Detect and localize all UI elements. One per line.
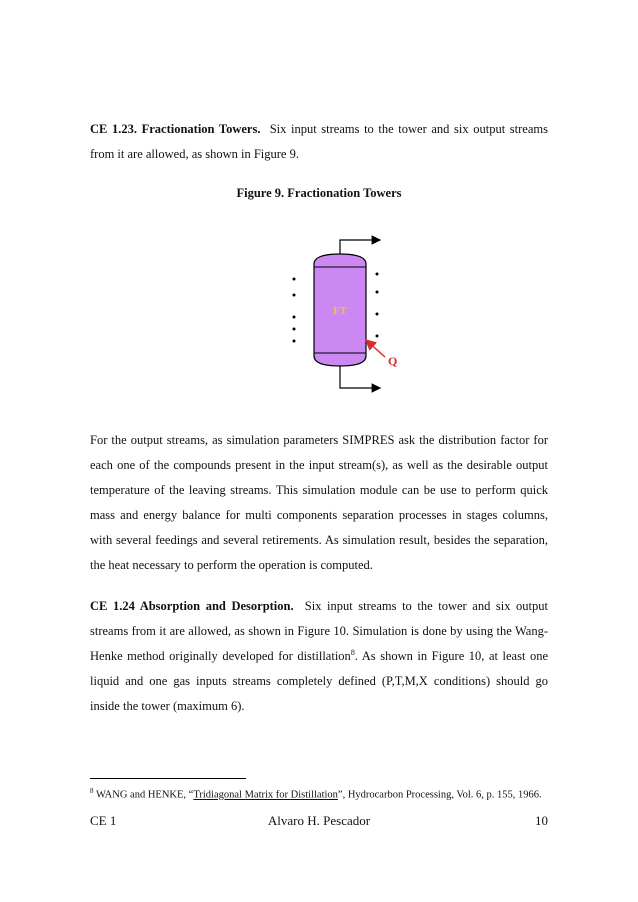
bottom-outlet-arrow: [340, 363, 380, 388]
section-ce123-heading: CE 1.23. Fractionation Towers.: [90, 122, 261, 136]
page-footer: [90, 812, 548, 830]
footnote-number: 8: [90, 787, 94, 795]
fractionation-tower-diagram: [270, 230, 410, 395]
footnote-title-link[interactable]: Tridiagonal Matrix for Distillation: [193, 789, 338, 801]
heat-arrow: [367, 341, 385, 357]
footnote-divider: [90, 778, 246, 779]
tower-label: FT: [333, 305, 348, 317]
output-stream-dots: [376, 273, 379, 338]
footnote-reference: 8: [350, 647, 355, 657]
heat-label: Q: [388, 354, 398, 368]
figure-9-caption: Figure 9. Fractionation Towers: [236, 186, 402, 200]
footer-page-number: 10: [535, 813, 548, 828]
footnote-authors: WANG and HENKE, “: [95, 789, 194, 801]
footnote-rest: ”, Hydrocarbon Processing, Vol. 6, p. 155, 1966.: [337, 789, 542, 801]
footer-author: Alvaro H. Pescador: [267, 813, 371, 828]
section-ce123-paragraph: [90, 117, 548, 167]
section-ce123-body: Six input streams to the tower and six output streams from it are allowed, as shown in Figure 9.: [90, 122, 548, 161]
section-ce124-heading: CE 1.24 Absorption and Desorption.: [90, 599, 294, 613]
section-ce124-body-part2: . As shown in Figure 10, at least one liquid and one gas inputs streams completely defined (P,T,M,X conditions) should go inside the tower (maximum 6).: [90, 649, 548, 713]
section-ce124-paragraph: [90, 594, 548, 719]
section-ce124-body-part1: Six input streams to the tower and six output streams from it are allowed, as shown in Figure 10. Simulation is done by using the Wang-Henke method originally developed for distillation: [90, 599, 549, 663]
footnote: [90, 784, 548, 803]
input-stream-dots: [293, 278, 296, 343]
output-streams-paragraph: For the output streams, as simulation parameters SIMPRES ask the distribution factor for each one of the compounds present in the input stream(s), as well as the desirable output temperature of the leaving streams. This simulation module can be use to perform quick mass and energy balance for multi components separation processes in stages columns, with several feedings and several retirements. As simulation result, besides the separation, the heat necessary to perform the operation is computed.: [90, 433, 548, 572]
footer-chapter: CE 1: [90, 813, 117, 828]
